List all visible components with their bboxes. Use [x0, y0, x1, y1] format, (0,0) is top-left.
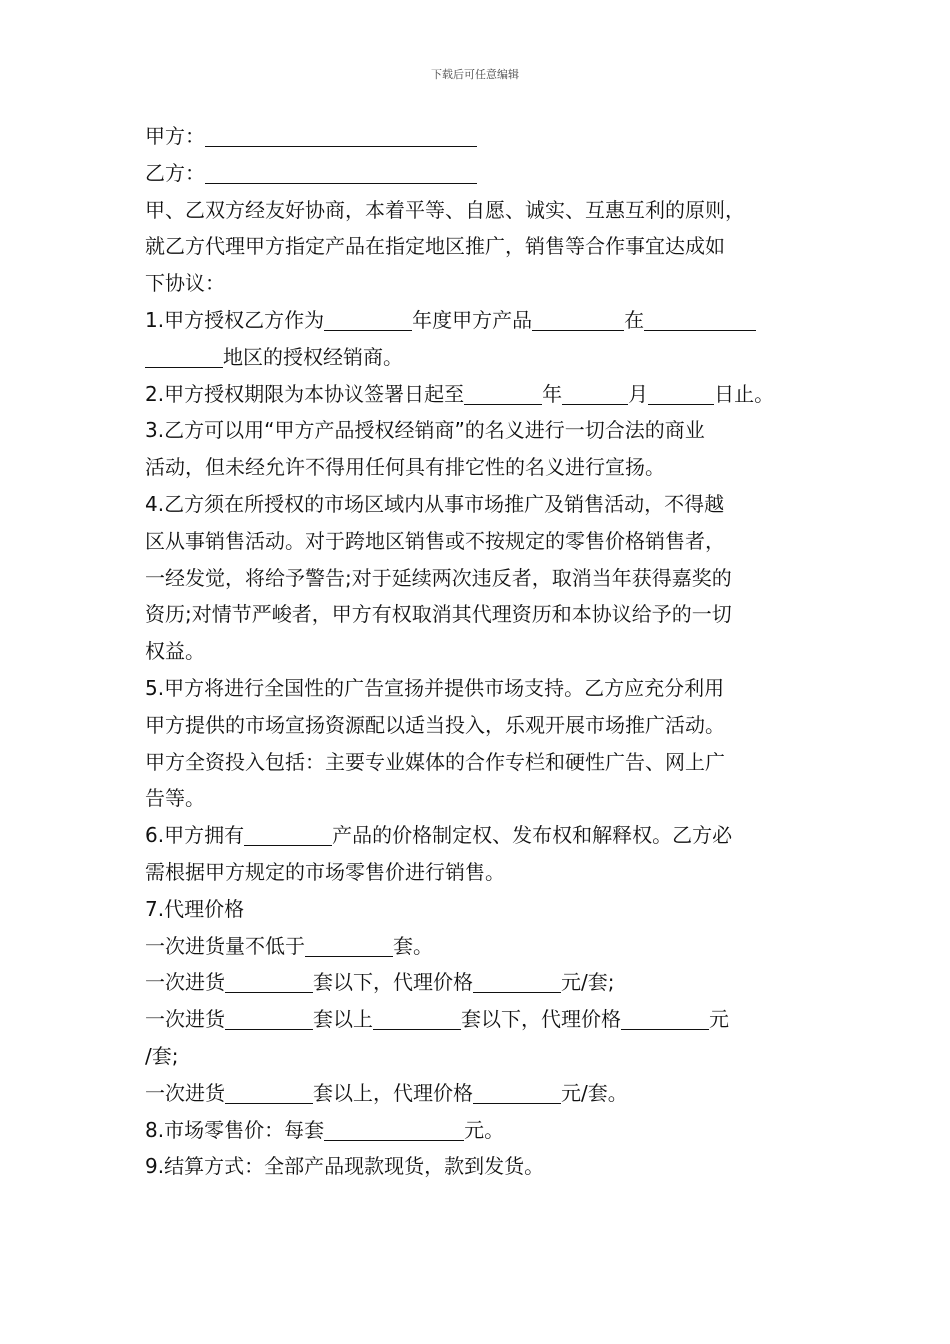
blank-line [621, 1007, 709, 1030]
page-header: 下载后可任意编辑 [431, 68, 519, 81]
text-segment: 8.市场零售价：每套 [145, 1117, 325, 1142]
text-segment: 甲、乙双方经友好协商，本着平等、自愿、诚实、互惠互利的原则， [145, 197, 745, 222]
paragraph-line [145, 265, 825, 302]
blank-line [205, 124, 477, 147]
text-segment: 年度甲方产品 [412, 307, 533, 332]
clause-4-line [145, 523, 825, 560]
text-segment: 1.甲方授权乙方作为 [145, 307, 325, 332]
text-segment: 5.甲方将进行全国性的广告宣扬并提供市场支持。乙方应充分利用 [145, 675, 725, 700]
contract-body [145, 118, 825, 1185]
text-segment: 资历;对情节严峻者，甲方有权取消其代理资历和本协议给予的一切 [145, 602, 732, 627]
blank-line [562, 382, 628, 405]
clause-7-line [145, 1075, 825, 1112]
text-segment: 7.代理价格 [145, 896, 245, 921]
blank-line [225, 970, 313, 993]
clause-7-line [145, 1001, 825, 1038]
blank-line [648, 382, 714, 405]
text-segment: 套以下，代理价格 [313, 970, 473, 995]
text-segment: 日止。 [714, 381, 775, 406]
text-segment: 套以上 [313, 1007, 373, 1032]
clause-1-line [145, 339, 825, 376]
blank-line [373, 1007, 461, 1030]
blank-line [324, 1118, 464, 1141]
text-segment: 告等。 [145, 786, 205, 811]
blank-line [532, 308, 624, 331]
clause-7-line [145, 964, 825, 1001]
party-b-line [145, 155, 825, 192]
clause-4-line [145, 486, 825, 523]
text-segment: 需根据甲方规定的市场零售价进行销售。 [145, 859, 505, 884]
blank-line [473, 1081, 561, 1104]
text-segment: 年 [542, 381, 563, 406]
clause-8-line [145, 1112, 825, 1149]
clause-4-line [145, 560, 825, 597]
text-segment: 甲方提供的市场宣扬资源配以适当投入，乐观开展市场推广活动。 [145, 712, 725, 737]
blank-line [464, 382, 542, 405]
text-segment: 元/套; [561, 970, 615, 995]
blank-line [225, 1007, 313, 1030]
clause-4-line [145, 596, 825, 633]
text-segment: 一次进货量不低于 [145, 933, 305, 958]
text-segment: 3.乙方可以用“甲方产品授权经销商”的名义进行一切合法的商业 [145, 418, 705, 443]
clause-9-line [145, 1148, 825, 1185]
clause-5-line [145, 780, 825, 817]
text-segment: 下协议： [145, 271, 225, 296]
text-segment: 产品的价格制定权、发布权和解释权。乙方必 [332, 823, 733, 848]
text-segment: 乙方： [145, 160, 205, 185]
text-segment: 套以下，代理价格 [461, 1007, 621, 1032]
clause-7-heading [145, 891, 825, 928]
text-segment: 一次进货 [145, 1007, 225, 1032]
text-segment: 区从事销售活动。对于跨地区销售或不按规定的零售价格销售者， [145, 528, 725, 553]
blank-line [205, 161, 477, 184]
party-a-line [145, 118, 825, 155]
text-segment: 一次进货 [145, 1080, 225, 1105]
blank-line [305, 934, 393, 957]
clause-6-line [145, 817, 825, 854]
text-segment: 月 [628, 381, 649, 406]
text-segment: 4.乙方须在所授权的市场区域内从事市场推广及销售活动，不得越 [145, 491, 725, 516]
text-segment: 甲方： [145, 124, 205, 148]
clause-2-line [145, 376, 825, 413]
text-segment: 一次进货 [145, 970, 225, 995]
clause-6-line [145, 854, 825, 891]
text-segment: 套。 [393, 933, 433, 958]
text-segment: 活动，但未经允许不得用任何具有排它性的名义进行宣扬。 [145, 455, 665, 480]
text-segment: 元/套。 [561, 1080, 628, 1105]
clause-5-line [145, 707, 825, 744]
blank-line [244, 823, 332, 846]
blank-line [324, 308, 412, 331]
text-segment: 6.甲方拥有 [145, 823, 245, 848]
blank-line [145, 345, 223, 368]
clause-7-line [145, 1038, 825, 1075]
clause-7-line [145, 928, 825, 965]
text-segment: 套以上，代理价格 [313, 1080, 473, 1105]
text-segment: 就乙方代理甲方指定产品在指定地区推广，销售等合作事宜达成如 [145, 234, 725, 259]
blank-line [644, 308, 756, 331]
text-segment: 甲方全资投入包括：主要专业媒体的合作专栏和硬性广告、网上广 [145, 749, 725, 774]
clause-3-line [145, 449, 825, 486]
text-segment: 地区的授权经销商。 [223, 344, 403, 369]
clause-3-line [145, 412, 825, 449]
clause-5-line [145, 670, 825, 707]
paragraph-line [145, 192, 825, 229]
text-segment: 权益。 [145, 639, 205, 664]
paragraph-line [145, 228, 825, 265]
text-segment: /套; [145, 1043, 179, 1068]
blank-line [473, 970, 561, 993]
clause-5-line [145, 744, 825, 781]
text-segment: 元 [709, 1007, 729, 1032]
clause-4-line [145, 633, 825, 670]
text-segment: 一经发觉，将给予警告;对于延续两次违反者，取消当年获得嘉奖的 [145, 565, 732, 590]
text-segment: 2.甲方授权期限为本协议签署日起至 [145, 381, 465, 406]
blank-line [225, 1081, 313, 1104]
text-segment: 元。 [464, 1117, 505, 1142]
text-segment: 9.结算方式：全部产品现款现货，款到发货。 [145, 1154, 545, 1179]
clause-1-line [145, 302, 825, 339]
text-segment: 在 [624, 307, 645, 332]
